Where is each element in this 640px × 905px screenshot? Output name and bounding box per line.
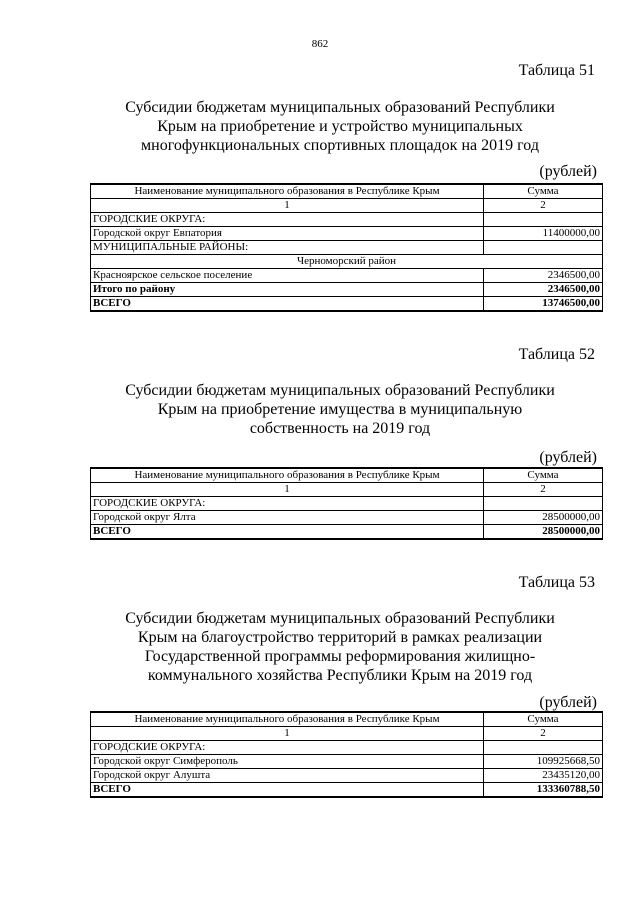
title-line: Крым на приобретение и устройство муниципальных xyxy=(157,118,523,135)
header-sum: Сумма xyxy=(484,184,603,199)
total-row xyxy=(91,297,603,312)
header-sum: Сумма xyxy=(484,712,603,727)
row-name: ВСЕГО xyxy=(91,297,484,312)
column-number: 2 xyxy=(484,483,603,497)
row-sum: 133360788,50 xyxy=(484,783,603,798)
table-header-row xyxy=(91,184,603,199)
title-line: многофункциональных спортивных площадок на 2019 год xyxy=(141,137,539,154)
title-line: Субсидии бюджетам муниципальных образований Республики xyxy=(125,610,555,627)
total-row xyxy=(91,783,603,798)
title-line: собственность на 2019 год xyxy=(249,420,431,437)
table-label: Таблица 51 xyxy=(518,62,595,79)
column-number-row xyxy=(91,727,603,741)
table-header-row xyxy=(91,712,603,727)
column-number: 2 xyxy=(484,199,603,213)
subtotal-row xyxy=(91,283,603,297)
column-number-row xyxy=(91,483,603,497)
title-line: Крым на благоустройство территорий в рамках реализации xyxy=(137,629,543,646)
row-name: Городской округ Алушта xyxy=(91,769,484,783)
table-title xyxy=(0,98,640,155)
row-name: МУНИЦИПАЛЬНЫЕ РАЙОНЫ: xyxy=(91,241,484,255)
table-label: Таблица 52 xyxy=(518,346,595,363)
table-row xyxy=(91,213,603,227)
row-sum: 11400000,00 xyxy=(484,227,603,241)
row-sum: 2346500,00 xyxy=(484,283,603,297)
table-row xyxy=(91,241,603,255)
column-number: 1 xyxy=(91,727,484,741)
table-row xyxy=(91,769,603,783)
row-sum: 109925668,50 xyxy=(484,755,603,769)
row-sum xyxy=(484,497,603,511)
row-name: Красноярское сельское поселение xyxy=(91,269,484,283)
row-name: ГОРОДСКИЕ ОКРУГА: xyxy=(91,497,484,511)
row-name: ГОРОДСКИЕ ОКРУГА: xyxy=(91,213,484,227)
row-name: Городской округ Ялта xyxy=(91,511,484,525)
table-row xyxy=(91,269,603,283)
unit-label: (рублей) xyxy=(539,163,597,180)
table-row xyxy=(91,497,603,511)
subsidy-table xyxy=(90,711,603,798)
title-line: коммунального хозяйства Республики Крым на 2019 год xyxy=(147,667,533,684)
row-name: ГОРОДСКИЕ ОКРУГА: xyxy=(91,741,484,755)
table-row xyxy=(91,511,603,525)
header-sum: Сумма xyxy=(484,468,603,483)
row-name: ВСЕГО xyxy=(91,525,484,540)
column-number: 2 xyxy=(484,727,603,741)
unit-label: (рублей) xyxy=(539,694,597,711)
column-number-row xyxy=(91,199,603,213)
district-row xyxy=(91,255,603,269)
row-sum xyxy=(484,741,603,755)
header-name: Наименование муниципального образования в Республике Крым xyxy=(91,468,484,483)
column-number: 1 xyxy=(91,199,484,213)
table-row xyxy=(91,227,603,241)
subsidy-table xyxy=(90,183,603,312)
table-title xyxy=(0,381,640,438)
row-sum: 28500000,00 xyxy=(484,511,603,525)
title-line: Крым на приобретение имущества в муниципальную xyxy=(157,401,523,418)
subsidy-table xyxy=(90,467,603,540)
district-name: Черноморский район xyxy=(91,255,603,269)
table-row xyxy=(91,755,603,769)
total-row xyxy=(91,525,603,540)
row-sum xyxy=(484,213,603,227)
header-name: Наименование муниципального образования в Республике Крым xyxy=(91,184,484,199)
title-line: Субсидии бюджетам муниципальных образований Республики xyxy=(125,382,555,399)
table-header-row xyxy=(91,468,603,483)
table-label: Таблица 53 xyxy=(518,574,595,591)
row-name: Итого по району xyxy=(91,283,484,297)
unit-label: (рублей) xyxy=(539,449,597,466)
row-sum: 28500000,00 xyxy=(484,525,603,540)
row-sum: 23435120,00 xyxy=(484,769,603,783)
row-sum: 13746500,00 xyxy=(484,297,603,312)
row-sum: 2346500,00 xyxy=(484,269,603,283)
row-name: Городской округ Евпатория xyxy=(91,227,484,241)
page-number: 862 xyxy=(311,38,329,50)
row-sum xyxy=(484,241,603,255)
table-row xyxy=(91,741,603,755)
row-name: Городской округ Симферополь xyxy=(91,755,484,769)
row-name: ВСЕГО xyxy=(91,783,484,798)
header-name: Наименование муниципального образования в Республике Крым xyxy=(91,712,484,727)
title-line: Государственной программы реформирования жилищно- xyxy=(144,648,536,665)
title-line: Субсидии бюджетам муниципальных образований Республики xyxy=(125,99,555,116)
table-title xyxy=(0,609,640,685)
column-number: 1 xyxy=(91,483,484,497)
